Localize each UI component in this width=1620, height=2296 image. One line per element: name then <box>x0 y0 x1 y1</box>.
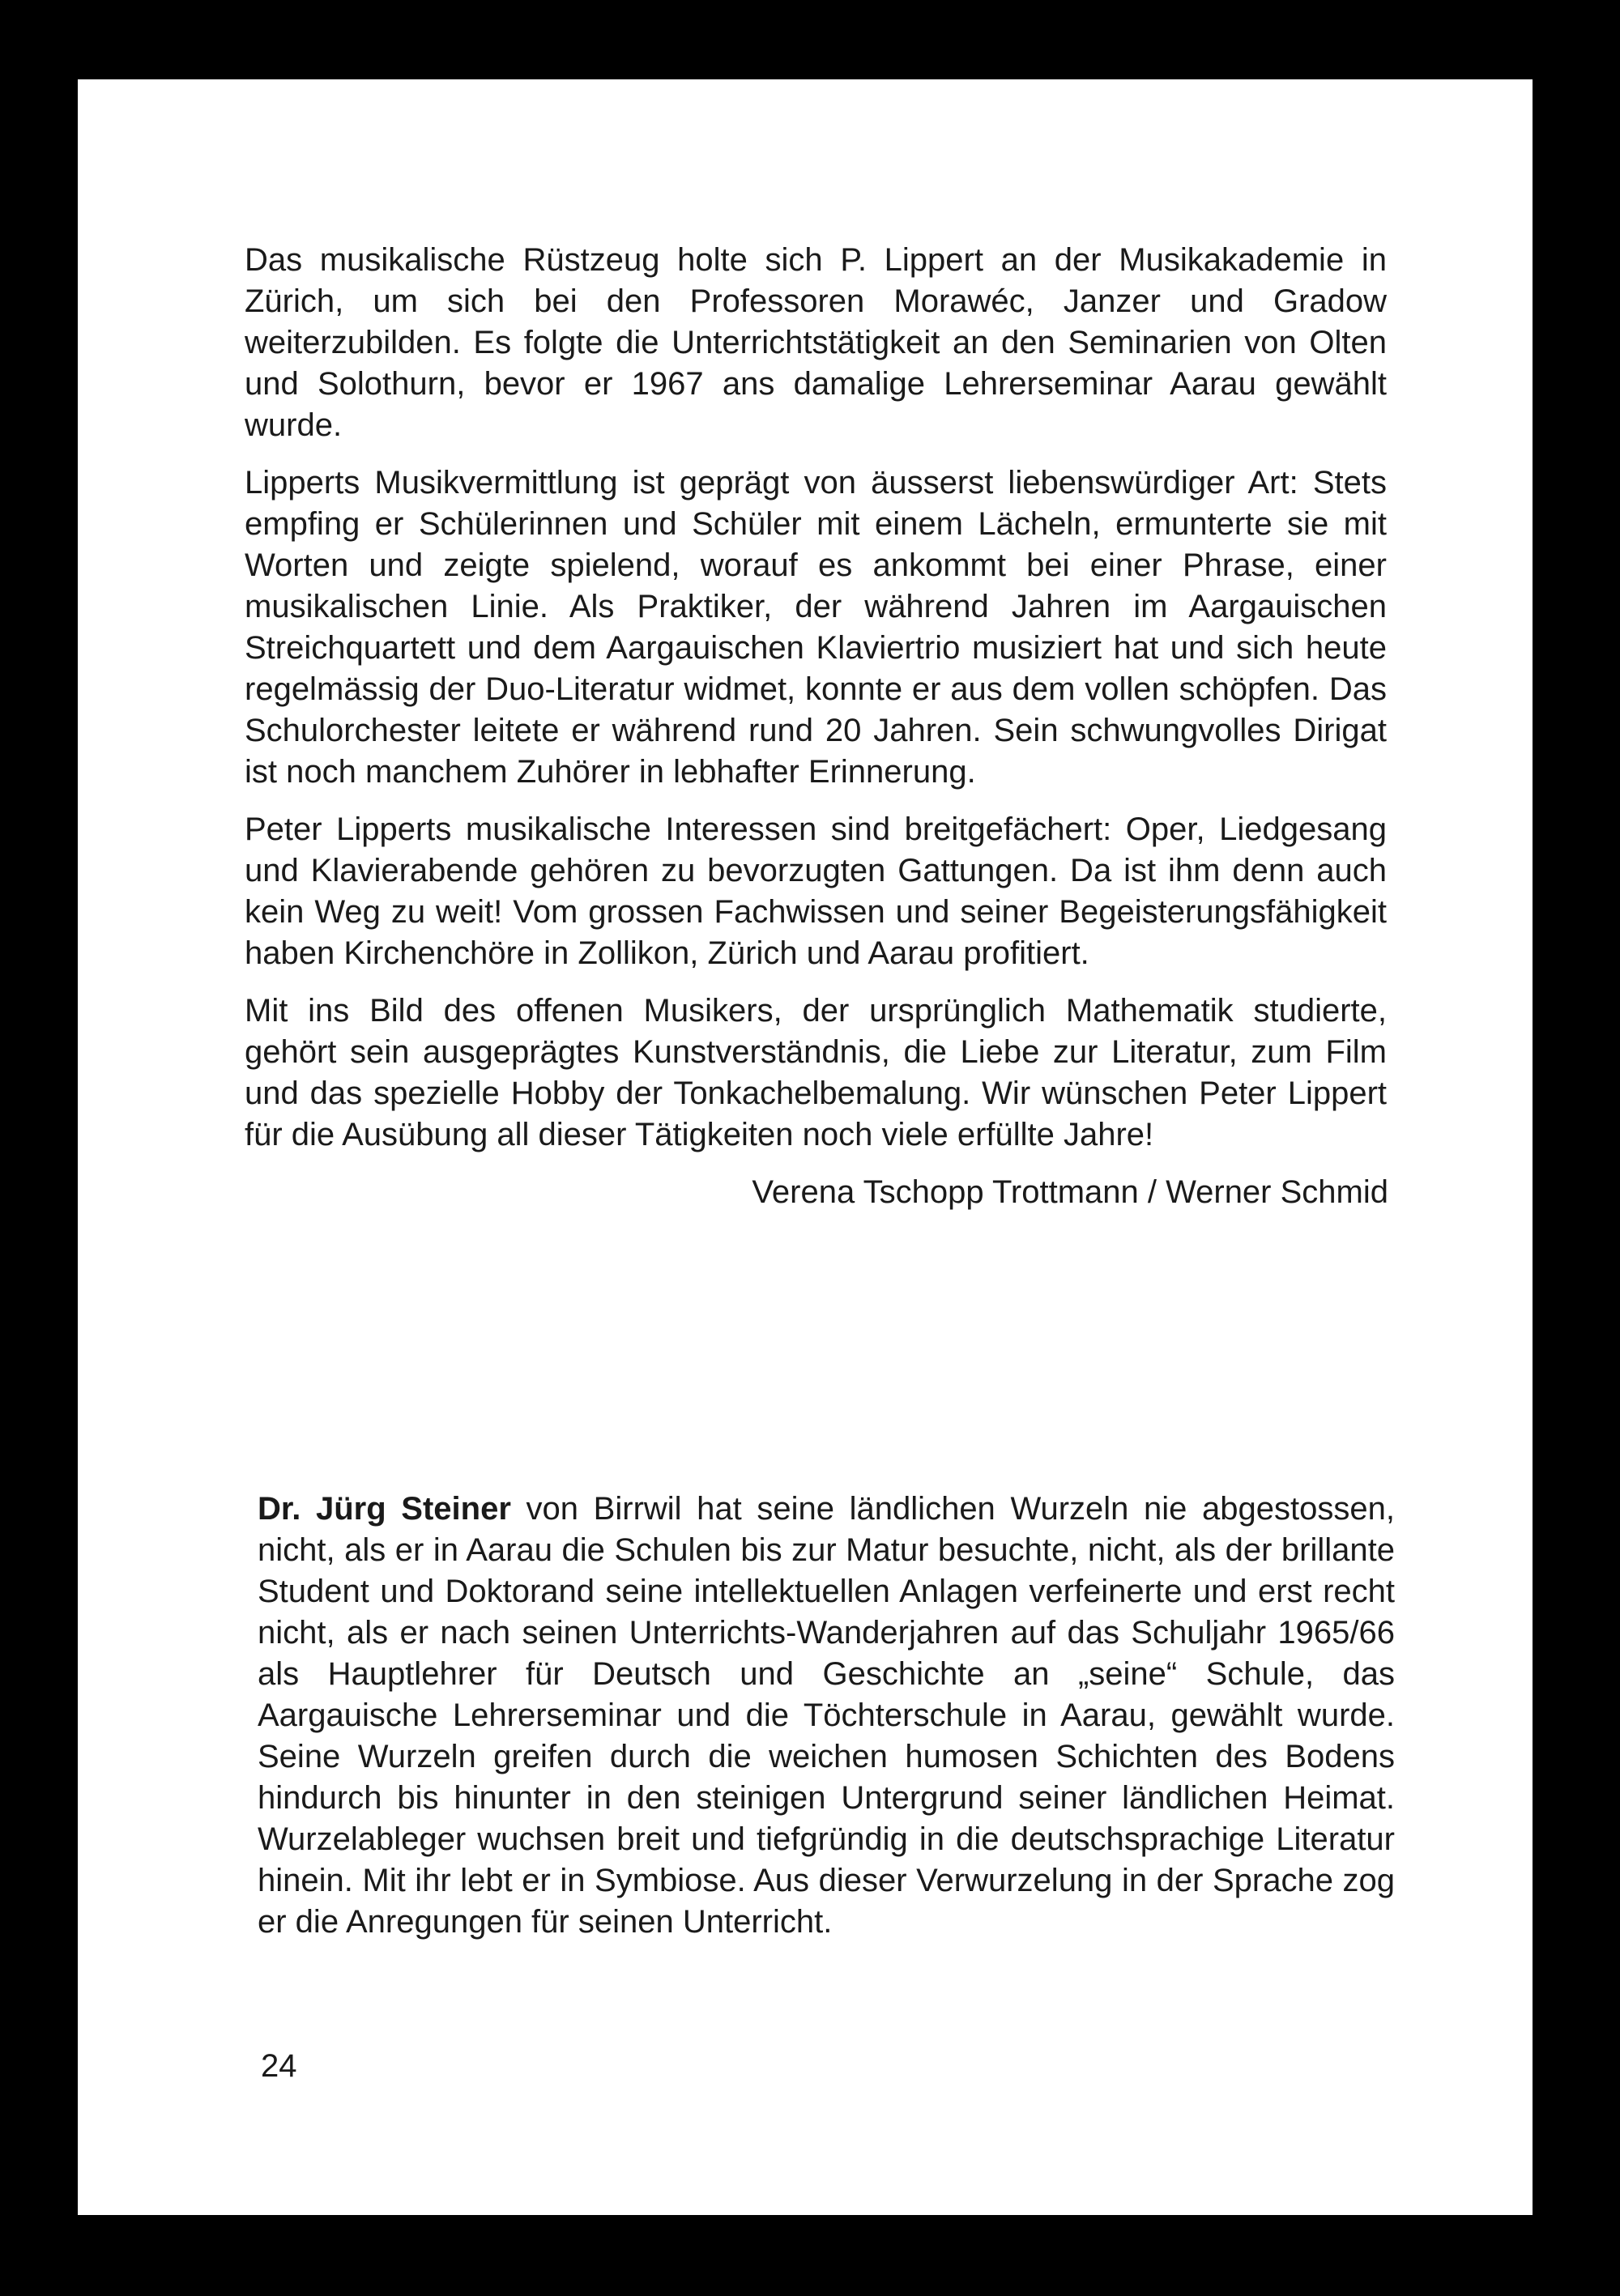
section-lippert <box>245 240 1387 1229</box>
page-number: 24 <box>261 2048 297 2084</box>
paragraph-1: Das musikalische Rüstzeug holte sich P. Lippert an der Musikakademie in Zürich, um sich bei den Professoren Morawéc, Janzer und Gradow weiterzubilden. Es folgte die Unterrichtstätigkeit an den Seminarien von Olten und Solothurn, bevor er 1967 ans damalige Lehrerseminar Aarau gewählt wurde. <box>245 242 1387 443</box>
paragraph-3: Peter Lipperts musikalische Interessen sind breitgefächert: Oper, Liedgesang und Klavierabende gehören zu bevorzugten Gattungen. Da ist ihm denn auch kein Weg zu weit! Vom grossen Fachwissen und seiner Begeisterungsfähigkeit haben Kirchenchöre in Zollikon, Zürich und Aarau profitiert. <box>245 811 1387 971</box>
paragraph-steiner-text: von Birrwil hat seine ländlichen Wurzeln nie abgestossen, nicht, als er in Aarau die Schulen bis zur Matur besuchte, nicht, als der brillante Student und Doktorand seine intellektuellen Anlagen verfeinerte und erst recht nicht, als er nach seinen Unterrichts-Wanderjahren auf das Schuljahr 1965/66 als Hauptlehrer für Deutsch und Geschichte an „seine“ Schule, das Aargauische Lehrerseminar und die Töchterschule in Aarau, gewählt wurde. Seine Wurzeln greifen durch die weichen humosen Schichten des Bodens hindurch bis hinunter in den steinigen Untergrund seiner ländlichen Heimat. Wurzelableger wuchsen breit und tiefgründig in die deutschsprachige Literatur hinein. Mit ihr lebt er in Symbiose. Aus dieser Verwurzelung in der Sprache zog er die Anregungen für seinen Unterricht. <box>258 1491 1396 1940</box>
author-signature: Verena Tschopp Trottmann / Werner Schmid <box>752 1174 1388 1210</box>
section-steiner <box>258 1489 1395 1959</box>
paragraph-steiner <box>258 1489 1395 1943</box>
person-name: Dr. Jürg Steiner <box>258 1491 511 1527</box>
paragraph-2: Lipperts Musikvermittlung ist geprägt von äusserst liebenswürdiger Art: Stets empfing er Schülerinnen und Schüler mit einem Lächeln, ermunterte sie mit Worten und zeigte spielend, worauf es ankommt bei einer Phrase, einer musikalischen Linie. Als Praktiker, der während Jahren im Aargauischen Streichquartett und dem Aargauischen Klaviertrio musiziert hat und sich heute regelmässig der Duo-Literatur widmet, konnte er aus dem vollen schöpfen. Das Schulorchester leitete er während rund 20 Jahren. Sein schwungvolles Dirigat ist noch manchem Zuhörer in lebhafter Erinnerung. <box>245 465 1387 790</box>
paragraph-4: Mit ins Bild des offenen Musikers, der ursprünglich Mathematik studierte, gehört sein ausgeprägtes Kunstverständnis, die Liebe zur Literatur, zum Film und das spezielle Hobby der Tonkachelbemalung. Wir wünschen Peter Lippert für die Ausübung all dieser Tätigkeiten noch viele erfüllte Jahre! <box>245 993 1387 1152</box>
